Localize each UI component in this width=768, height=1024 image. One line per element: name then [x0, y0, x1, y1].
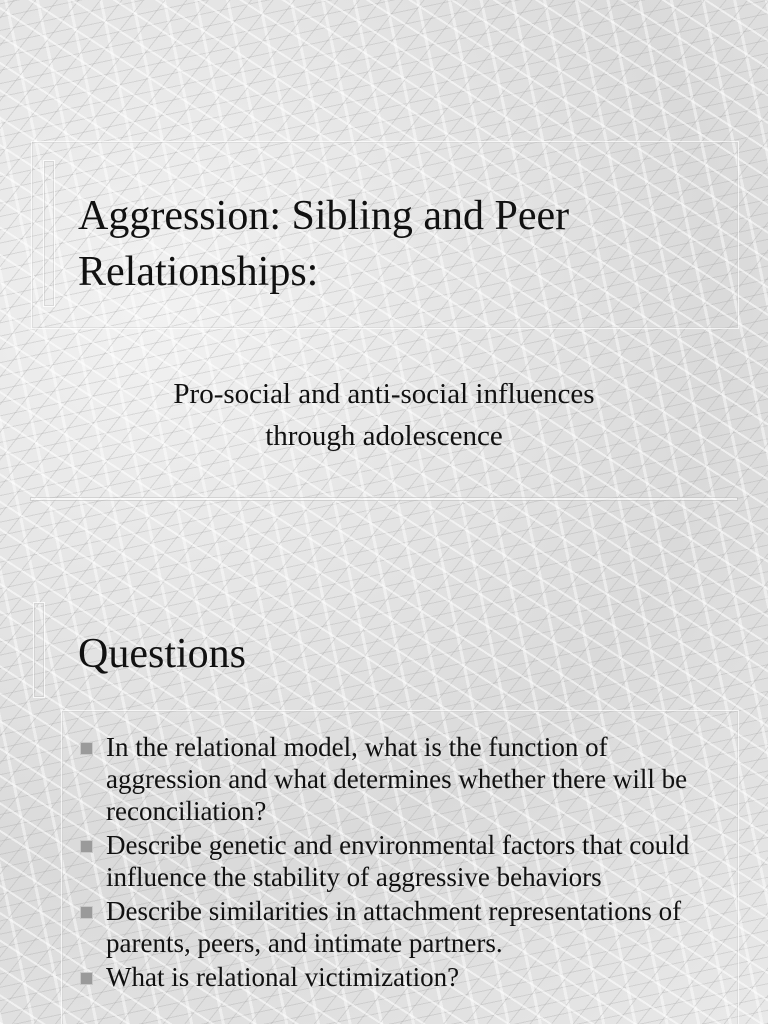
slide-questions	[0, 512, 768, 1024]
list-item-text: What is relational victimization?	[106, 962, 460, 992]
square-bullet-icon	[80, 840, 93, 853]
title-accent-bar	[33, 602, 45, 698]
list-item	[78, 961, 718, 993]
list-item	[78, 829, 718, 893]
slide-subtitle-line-1: Pro-social and anti-social influences	[173, 378, 595, 410]
slide-title: Aggression: Sibling and Peer Relationships:	[78, 193, 570, 295]
list-item-text: Describe similarities in attachment representations of parents, peers, and intimate partners.	[106, 896, 682, 958]
square-bullet-icon	[80, 906, 93, 919]
square-bullet-icon	[80, 972, 93, 985]
title-accent-bar	[43, 160, 55, 307]
slide-subtitle-line-2: through adolescence	[265, 420, 503, 452]
list-item-text: In the relational model, what is the function of aggression and what determines whether there will be reconciliation?	[106, 732, 688, 826]
list-item	[78, 895, 718, 959]
bottom-divider	[31, 498, 737, 500]
slide-title: Questions	[78, 631, 246, 677]
list-item	[78, 731, 718, 827]
list-item-text: Describe genetic and environmental factors that could influence the stability of aggressive behaviors	[106, 830, 690, 892]
square-bullet-icon	[80, 742, 93, 755]
question-list	[78, 731, 718, 995]
